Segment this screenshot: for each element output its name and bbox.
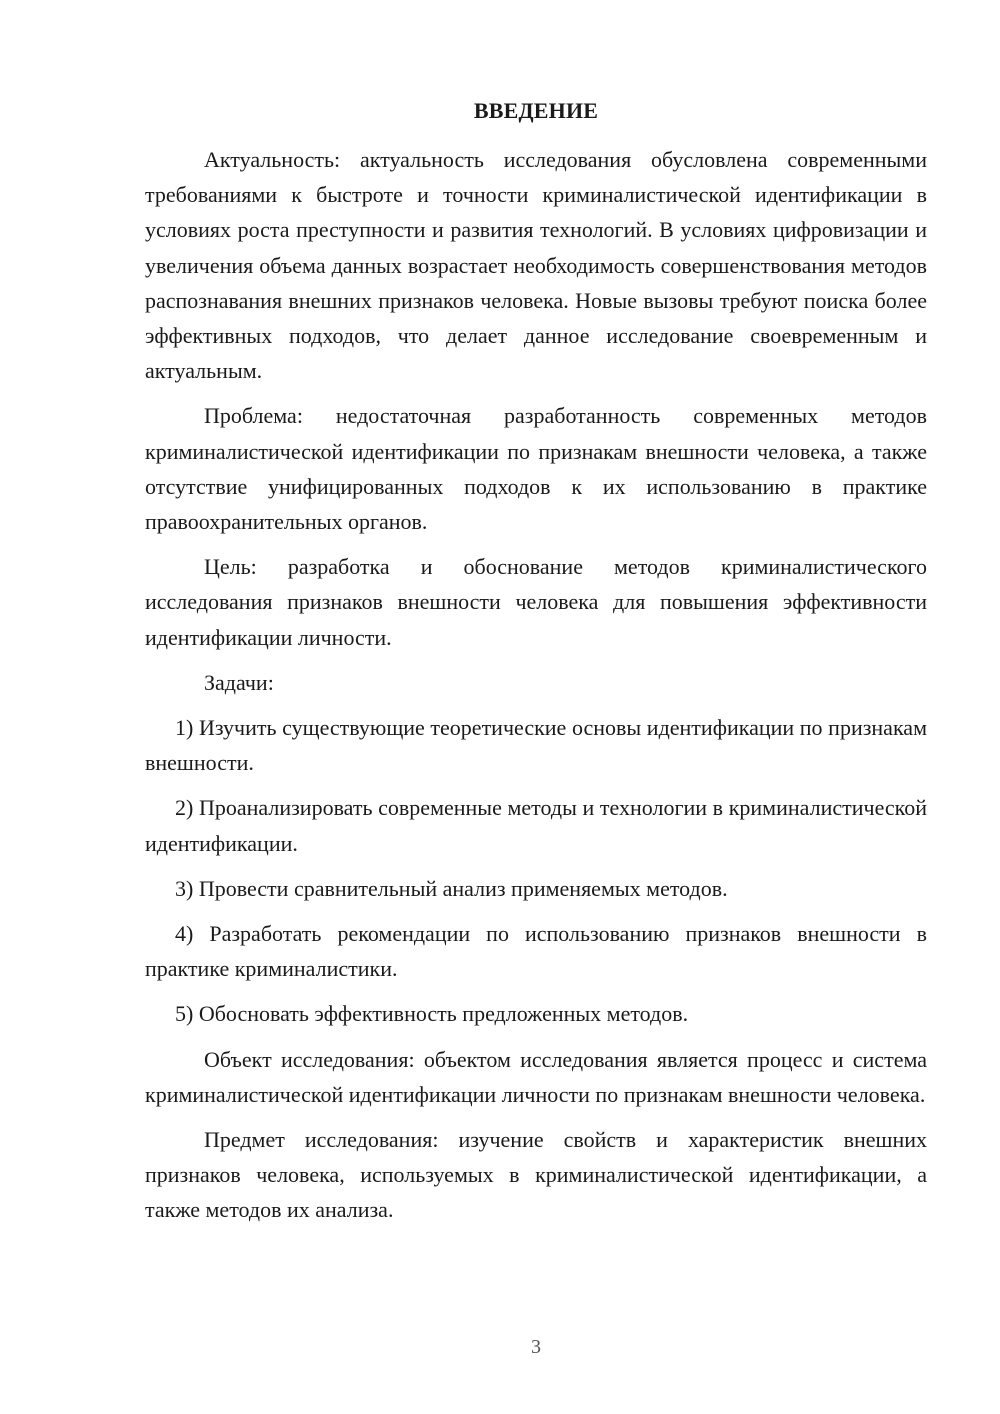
- paragraph-subject: Предмет исследования: изучение свойств и характеристик внешних признаков человека, используемых в криминалистической идентификации, а также методов их анализа.: [145, 1127, 927, 1223]
- task-item-3: 3) Провести сравнительный анализ применяемых методов.: [175, 875, 728, 901]
- paragraph-object: Объект исследования: объектом исследования является процесс и система криминалистической идентификации личности по признакам внешности человека.: [145, 1046, 927, 1107]
- document-body: [145, 142, 927, 1238]
- paragraph-relevance: Актуальность: актуальность исследования обусловлена современными требованиями к быстроте и точности криминалистической идентификации в условиях роста преступности и развития технологий. В условиях цифровизации и увеличения объема данных возрастает необходимость совершенствования методов распознавания внешних признаков человека. Новые вызовы требуют поиска более эффективных подходов, что делает данное исследование своевременным и актуальным.: [145, 147, 927, 384]
- page-title: ВВЕДЕНИЕ: [473, 98, 599, 123]
- page-number: 3: [531, 1336, 541, 1358]
- tasks-heading: Задачи:: [204, 669, 274, 695]
- paragraph-problem: Проблема: недостаточная разработанность современных методов криминалистической идентификации по признакам внешности человека, а также отсутствие унифицированных подходов к их использованию в практике правоохранительных органов.: [145, 403, 927, 535]
- task-item-2: 2) Проанализировать современные методы и технологии в криминалистической идентификации.: [145, 795, 927, 856]
- task-item-1: 1) Изучить существующие теоретические основы идентификации по признакам внешности.: [145, 715, 927, 776]
- paragraph-goal: Цель: разработка и обоснование методов криминалистического исследования признаков внешности человека для повышения эффективности идентификации личности.: [145, 554, 927, 650]
- task-item-4: 4) Разработать рекомендации по использованию признаков внешности в практике криминалистики.: [145, 921, 927, 982]
- task-item-5: 5) Обосновать эффективность предложенных методов.: [175, 1001, 689, 1027]
